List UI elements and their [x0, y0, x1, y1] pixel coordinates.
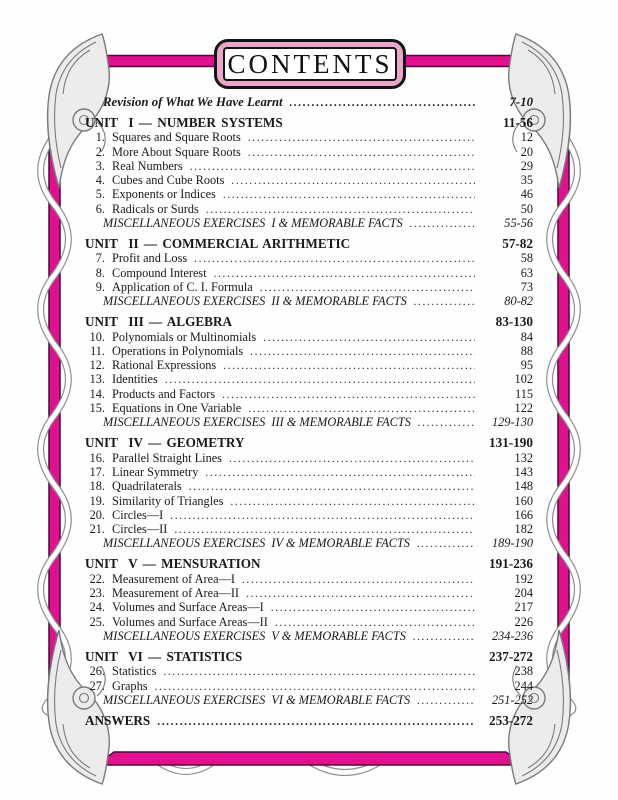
dot-leader — [222, 387, 475, 402]
chapter-number: 11. — [90, 343, 105, 358]
chapter-page: 160 — [514, 493, 533, 508]
dot-leader — [223, 358, 475, 373]
toc-chapter-entry — [85, 330, 533, 344]
misc-pages: 55-56 — [504, 216, 533, 231]
unit-title-label: UNIT V — MENSURATION — [85, 556, 261, 572]
chapter-label: Compound Interest — [112, 265, 207, 280]
toc-unit-title — [85, 435, 533, 451]
chapter-page: 166 — [514, 507, 533, 522]
chapter-page: 182 — [514, 522, 533, 537]
chapter-page: 46 — [520, 187, 533, 202]
chapter-number: 27. — [89, 678, 105, 693]
chapter-page: 244 — [514, 678, 533, 693]
toc-chapter-entry — [85, 280, 533, 294]
contents-title-box — [214, 39, 406, 89]
chapter-label: Measurement of Area—I — [112, 571, 235, 586]
page-title: CONTENTS — [227, 48, 393, 79]
dot-leader — [413, 629, 475, 644]
misc-pages: 129-130 — [492, 415, 533, 430]
toc-misc-entry — [85, 415, 533, 429]
misc-pages: 234-236 — [492, 628, 533, 643]
chapter-label: Application of C. I. Formula — [112, 279, 253, 294]
toc-unit-title — [85, 314, 533, 330]
chapter-label: Volumes and Surface Areas—II — [112, 614, 268, 629]
dot-leader — [410, 216, 475, 231]
dot-leader — [263, 330, 475, 345]
toc-chapter-entry — [85, 358, 533, 372]
units-list — [85, 115, 533, 707]
unit-title-label: UNIT II — COMMERCIAL ARITHMETIC — [85, 235, 351, 251]
dot-leader — [206, 202, 475, 217]
toc-chapter-entry — [85, 572, 533, 586]
toc-entry-revision — [85, 95, 533, 109]
chapter-label: Graphs — [112, 678, 148, 693]
chapter-page: 204 — [514, 586, 533, 601]
chapter-label: Polynomials or Multinomials — [112, 329, 257, 344]
entry-pages: 253-272 — [489, 712, 533, 728]
toc-chapter-entry — [85, 465, 533, 479]
entry-pages: 7-10 — [509, 95, 533, 109]
toc-unit-title — [85, 649, 533, 665]
chapter-page: 63 — [520, 265, 533, 280]
toc-chapter-entry — [85, 344, 533, 358]
chapter-label: Real Numbers — [112, 158, 183, 173]
unit-pages: 191-236 — [489, 556, 533, 572]
toc-misc-entry — [85, 216, 533, 230]
chapter-number: 19. — [89, 493, 105, 508]
toc-chapter-entry — [85, 479, 533, 493]
dot-leader — [260, 280, 475, 295]
toc-entry-answers — [85, 713, 533, 729]
dot-leader — [229, 451, 475, 466]
toc-chapter-entry — [85, 522, 533, 536]
chapter-page: 20 — [520, 144, 533, 159]
misc-label: MISCELLANEOUS EXERCISES IV & MEMORABLE FACTS — [103, 536, 410, 551]
dot-leader — [242, 572, 475, 587]
unit-pages: 57-82 — [502, 235, 533, 251]
unit-pages: 11-56 — [502, 114, 533, 130]
chapter-label: Equations in One Variable — [112, 401, 242, 416]
dot-leader — [248, 130, 475, 145]
chapter-number: 16. — [89, 450, 105, 465]
chapter-page: 226 — [514, 614, 533, 629]
toc-chapter-entry — [85, 173, 533, 187]
entry-label: Revision of What We Have Learnt — [103, 95, 283, 109]
toc-chapter-entry — [85, 679, 533, 693]
unit-title-label: UNIT VI — STATISTICS — [85, 648, 243, 664]
chapter-page: 73 — [520, 279, 533, 294]
toc-unit-title — [85, 115, 533, 131]
chapter-page: 50 — [520, 201, 533, 216]
toc-misc-entry — [85, 294, 533, 308]
chapter-number: 12. — [89, 358, 105, 373]
chapter-page: 84 — [520, 329, 533, 344]
chapter-label: Measurement of Area—II — [112, 586, 240, 601]
toc-misc-entry — [85, 629, 533, 643]
chapter-page: 192 — [514, 571, 533, 586]
toc-chapter-entry — [85, 266, 533, 280]
toc-chapter-entry — [85, 387, 533, 401]
toc-chapter-entry — [85, 202, 533, 216]
chapter-label: Squares and Square Roots — [112, 130, 241, 145]
chapter-page: 12 — [520, 130, 533, 145]
dot-leader — [194, 251, 475, 266]
dot-leader — [230, 494, 475, 509]
dot-leader — [214, 266, 475, 281]
toc-chapter-entry — [85, 145, 533, 159]
dot-leader — [190, 159, 475, 174]
chapter-number: 13. — [89, 372, 105, 387]
chapter-label: Parallel Straight Lines — [112, 450, 222, 465]
chapter-number: 20. — [89, 507, 105, 522]
dot-leader — [418, 415, 475, 430]
chapter-number: 17. — [89, 464, 105, 479]
contents-title-inner-frame — [223, 47, 397, 81]
dot-leader — [417, 536, 475, 551]
toc-chapter-entry — [85, 494, 533, 508]
table-of-contents — [85, 95, 533, 728]
chapter-number: 6. — [95, 201, 105, 216]
misc-pages: 80-82 — [504, 294, 533, 309]
bottom-border-bar — [96, 752, 524, 765]
toc-unit-title — [85, 236, 533, 252]
dot-leader — [189, 479, 475, 494]
toc-unit-title — [85, 556, 533, 572]
misc-label: MISCELLANEOUS EXERCISES I & MEMORABLE FACTS — [103, 216, 403, 231]
chapter-page: 115 — [515, 386, 533, 401]
dot-leader — [223, 187, 475, 202]
toc-chapter-entry — [85, 159, 533, 173]
chapter-label: Similarity of Triangles — [112, 493, 224, 508]
toc-chapter-entry — [85, 451, 533, 465]
chapter-page: 95 — [520, 358, 533, 373]
toc-chapter-entry — [85, 130, 533, 144]
unit-pages: 237-272 — [489, 648, 533, 664]
toc-chapter-entry — [85, 615, 533, 629]
unit-pages: 131-190 — [489, 435, 533, 451]
chapter-number: 4. — [95, 173, 105, 188]
chapter-page: 238 — [514, 664, 533, 679]
chapter-page: 88 — [520, 343, 533, 358]
misc-label: MISCELLANEOUS EXERCISES III & MEMORABLE FACTS — [103, 415, 411, 430]
chapter-page: 58 — [520, 251, 533, 266]
dot-leader — [414, 294, 475, 309]
chapter-number: 7. — [95, 251, 105, 266]
dot-leader — [163, 664, 475, 679]
dot-leader — [248, 401, 475, 416]
chapter-number: 2. — [95, 144, 105, 159]
chapter-number: 5. — [95, 187, 105, 202]
unit-title-label: UNIT I — NUMBER SYSTEMS — [85, 114, 283, 130]
dot-leader — [250, 344, 475, 359]
chapter-page: 143 — [514, 464, 533, 479]
dot-leader — [157, 713, 475, 731]
chapter-label: Quadrilaterals — [112, 479, 182, 494]
toc-chapter-entry — [85, 187, 533, 201]
toc-chapter-entry — [85, 664, 533, 678]
dot-leader — [271, 600, 475, 615]
chapter-label: Operations in Polynomials — [112, 343, 244, 358]
dot-leader — [205, 465, 475, 480]
chapter-label: Profit and Loss — [112, 251, 188, 266]
misc-label: MISCELLANEOUS EXERCISES VI & MEMORABLE FACTS — [103, 692, 411, 707]
chapter-number: 25. — [89, 614, 105, 629]
dot-leader — [275, 615, 475, 630]
dot-leader — [246, 586, 475, 601]
entry-label: ANSWERS — [85, 712, 151, 728]
misc-pages: 251-252 — [492, 692, 533, 707]
chapter-page: 148 — [514, 479, 533, 494]
chapter-number: 15. — [89, 401, 105, 416]
chapter-number: 1. — [95, 130, 105, 145]
chapter-label: Circles—I — [112, 507, 164, 522]
dot-leader — [417, 693, 475, 708]
chapter-number: 24. — [89, 600, 105, 615]
chapter-number: 3. — [95, 158, 105, 173]
dot-leader — [174, 522, 475, 537]
dot-leader — [290, 95, 475, 110]
chapter-page: 122 — [514, 401, 533, 416]
chapter-page: 217 — [514, 600, 533, 615]
chapter-page: 35 — [520, 173, 533, 188]
chapter-label: Products and Factors — [112, 386, 216, 401]
dot-leader — [248, 145, 475, 160]
chapter-number: 8. — [95, 265, 105, 280]
dot-leader — [155, 679, 475, 694]
chapter-page: 29 — [520, 158, 533, 173]
toc-chapter-entry — [85, 401, 533, 415]
misc-pages: 189-190 — [492, 536, 533, 551]
chapter-page: 132 — [514, 450, 533, 465]
toc-chapter-entry — [85, 508, 533, 522]
unit-title-label: UNIT IV — GEOMETRY — [85, 435, 245, 451]
chapter-number: 10. — [89, 329, 105, 344]
chapter-label: More About Square Roots — [112, 144, 241, 159]
chapter-label: Statistics — [112, 664, 157, 679]
chapter-number: 14. — [89, 386, 105, 401]
toc-misc-entry — [85, 536, 533, 550]
toc-chapter-entry — [85, 372, 533, 386]
chapter-label: Cubes and Cube Roots — [112, 173, 225, 188]
chapter-number: 22. — [89, 571, 105, 586]
dot-leader — [231, 173, 475, 188]
dot-leader — [170, 508, 475, 523]
chapter-label: Identities — [112, 372, 158, 387]
chapter-number: 21. — [89, 522, 105, 537]
chapter-label: Exponents or Indices — [112, 187, 216, 202]
chapter-page: 102 — [514, 372, 533, 387]
chapter-number: 23. — [89, 586, 105, 601]
toc-chapter-entry — [85, 251, 533, 265]
chapter-number: 18. — [89, 479, 105, 494]
chapter-label: Circles—II — [112, 522, 168, 537]
unit-title-label: UNIT III — ALGEBRA — [85, 314, 232, 330]
chapter-number: 26. — [89, 664, 105, 679]
toc-chapter-entry — [85, 600, 533, 614]
misc-label: MISCELLANEOUS EXERCISES V & MEMORABLE FACTS — [103, 628, 406, 643]
toc-misc-entry — [85, 693, 533, 707]
chapter-label: Volumes and Surface Areas—I — [112, 600, 264, 615]
unit-pages: 83-130 — [495, 314, 533, 330]
chapter-label: Radicals or Surds — [112, 201, 199, 216]
chapter-label: Linear Symmetry — [112, 464, 199, 479]
dot-leader — [165, 372, 475, 387]
misc-label: MISCELLANEOUS EXERCISES II & MEMORABLE FACTS — [103, 294, 407, 309]
toc-chapter-entry — [85, 586, 533, 600]
chapter-number: 9. — [95, 279, 105, 294]
chapter-label: Rational Expressions — [112, 358, 217, 373]
